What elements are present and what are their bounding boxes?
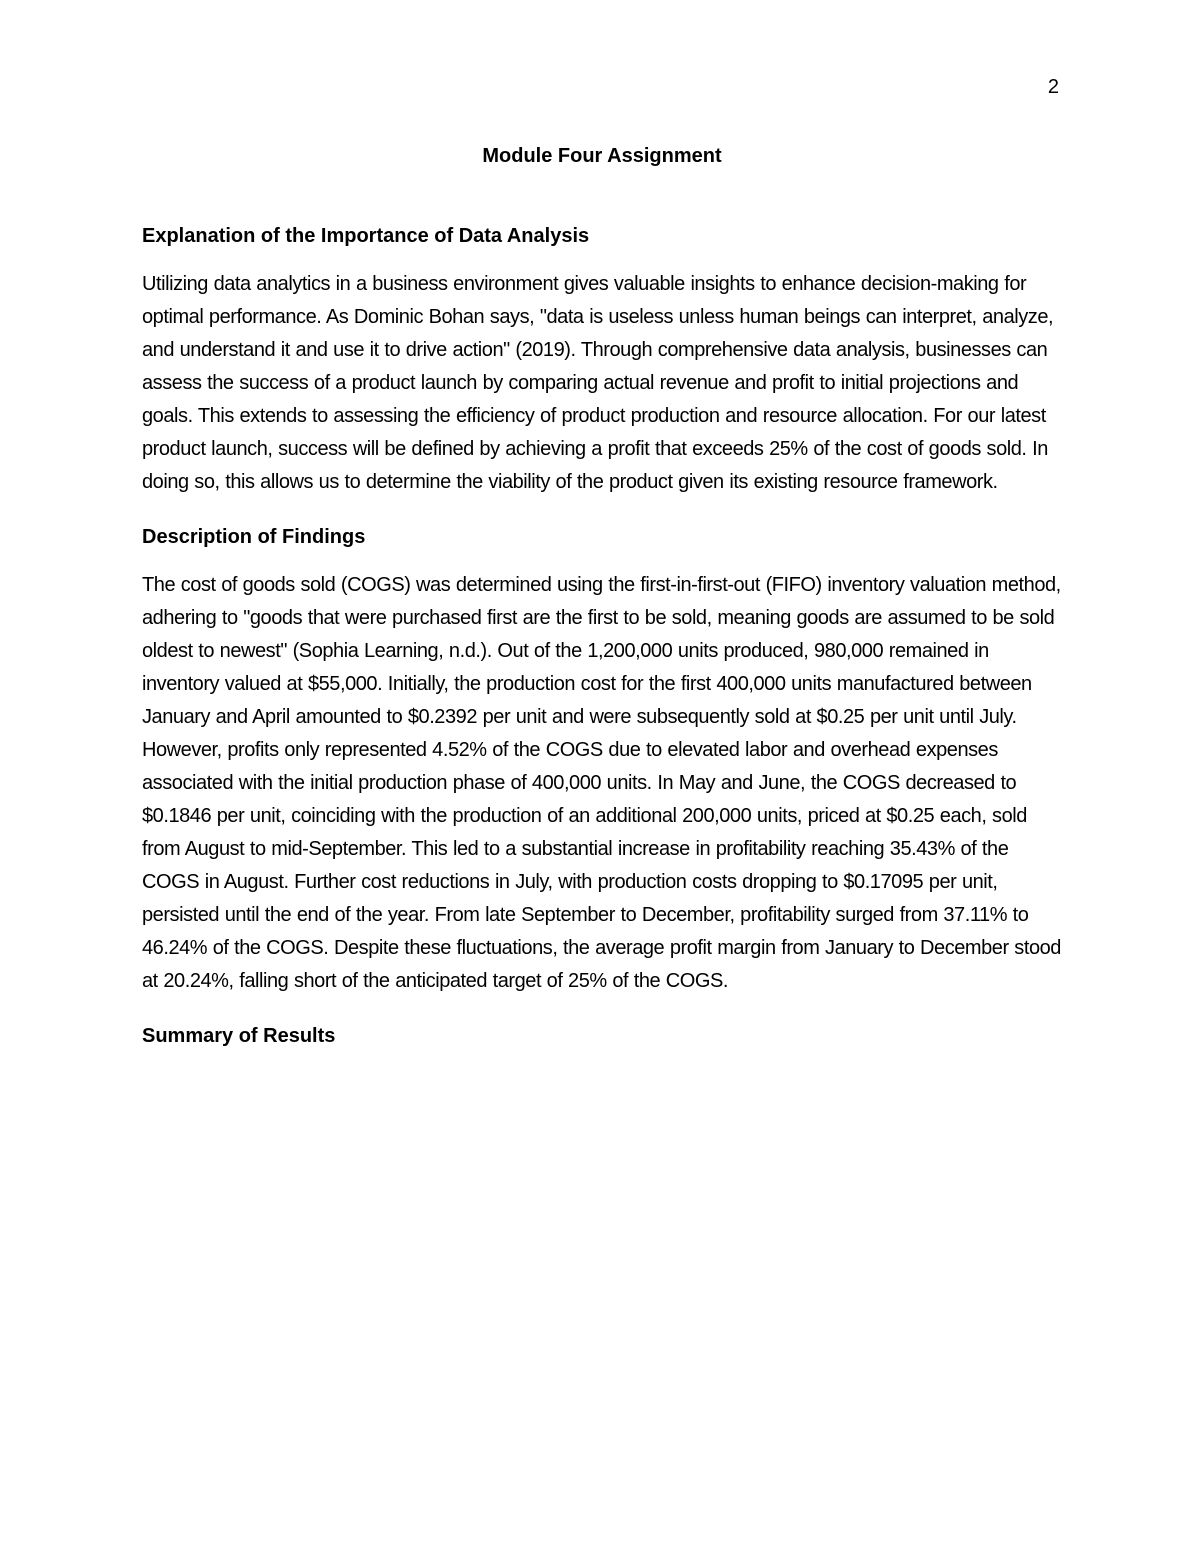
section-summary-of-results [142, 1022, 1062, 1050]
section-heading: Summary of Results [142, 1025, 336, 1047]
page-number: 2 [1047, 76, 1059, 98]
section-heading: Explanation of the Importance of Data Analysis [142, 225, 590, 247]
section-description-of-findings [142, 523, 1062, 998]
section-importance-of-data-analysis [142, 222, 1062, 499]
section-paragraph: Utilizing data analytics in a business environment gives valuable insights to enhance decision-making for optimal performance. As Dominic Bohan says, "data is useless unless human beings can interpret, analyze, and understand it and use it to drive action" (2019). Through comprehensive data analysis, businesses can assess the success of a product launch by comparing actual revenue and profit to initial projections and goals. This extends to assessing the efficiency of product production and resource allocation. For our latest product launch, success will be defined by achieving a profit that exceeds 25% of the cost of goods sold. In doing so, this allows us to determine the viability of the product given its existing resource framework. [142, 273, 1054, 493]
document-title: Module Four Assignment [482, 145, 722, 167]
document-content [142, 142, 1062, 1068]
section-paragraph: The cost of goods sold (COGS) was determined using the first-in-first-out (FIFO) inventory valuation method, adhering to "goods that were purchased first are the first to be sold, meaning goods are assumed to be sold oldest to newest" (Sophia Learning, n.d.). Out of the 1,200,000 units produced, 980,000 remained in inventory valued at $55,000. Initially, the production cost for the first 400,000 units manufactured between January and April amounted to $0.2392 per unit and were subsequently sold at $0.25 per unit until July. However, profits only represented 4.52% of the COGS due to elevated labor and overhead expenses associated with the initial production phase of 400,000 units. In May and June, the COGS decreased to $0.1846 per unit, coinciding with the production of an additional 200,000 units, priced at $0.25 each, sold from August to mid-September. This led to a substantial increase in profitability reaching 35.43% of the COGS in August. Further cost reductions in July, with production costs dropping to $0.17095 per unit, persisted until the end of the year. From late September to December, profitability surged from 37.11% to 46.24% of the COGS. Despite these fluctuations, the average profit margin from January to December stood at 20.24%, falling short of the anticipated target of 25% of the COGS. [142, 574, 1061, 992]
section-heading: Description of Findings [142, 526, 366, 548]
